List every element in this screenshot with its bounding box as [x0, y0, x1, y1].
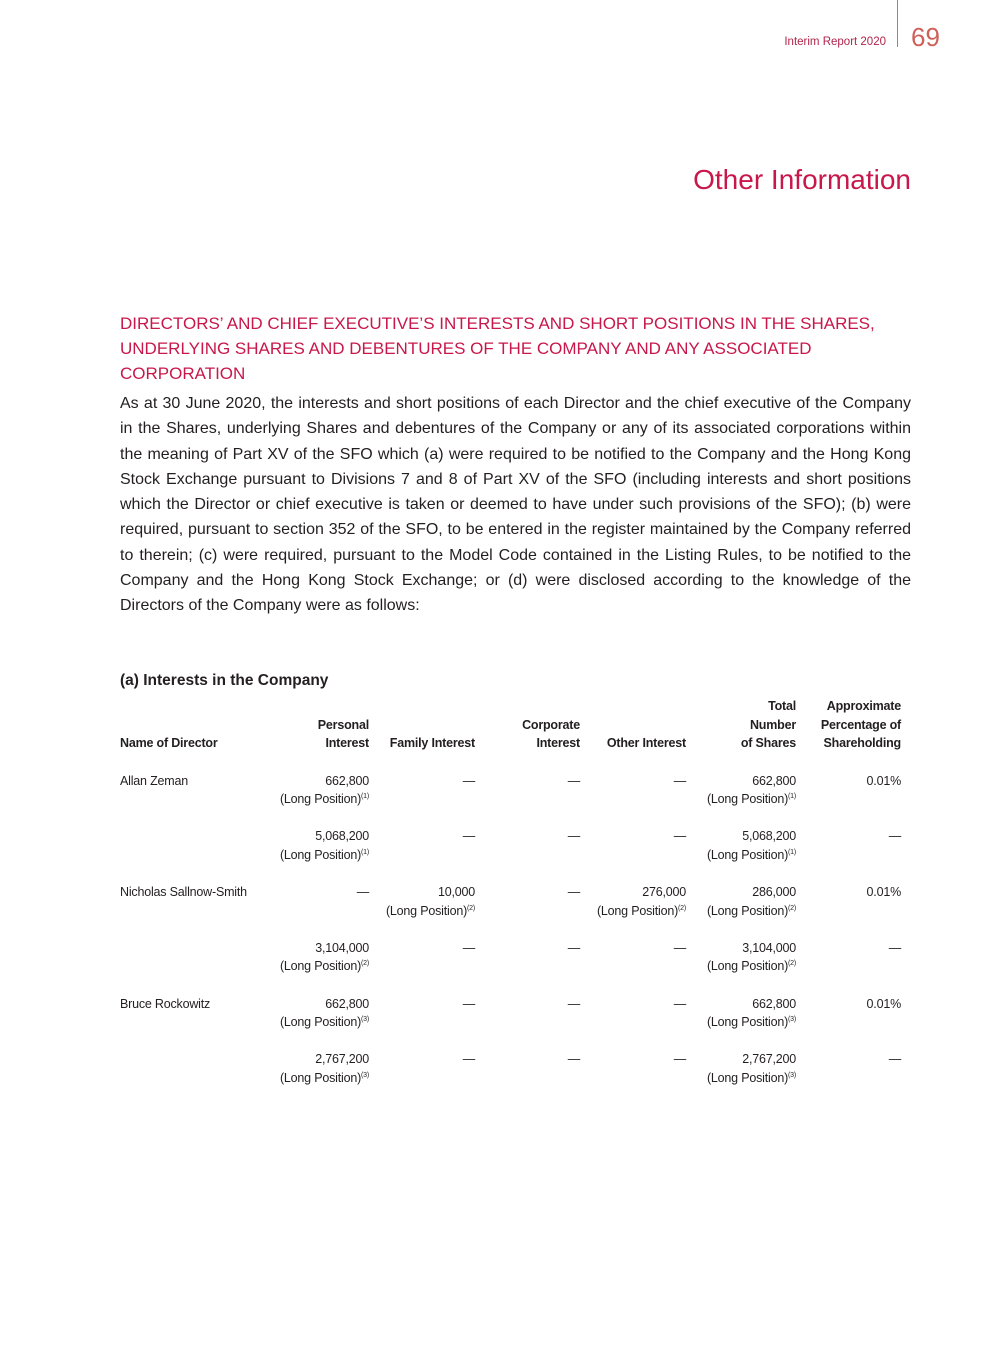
footnote-ref: (3): [361, 1071, 369, 1079]
table-row: [120, 883, 901, 939]
cell-value: —: [567, 1052, 580, 1067]
cell-personal: [270, 883, 369, 939]
table-row: [120, 827, 901, 883]
cell-value: 0.01%: [866, 885, 901, 900]
interests-table: [120, 697, 901, 1106]
cell-personal: [270, 827, 369, 883]
cell-family: [369, 1050, 475, 1106]
col-header-name: Name of Director: [120, 736, 218, 751]
footnote-ref: (1): [788, 849, 796, 857]
footnote-ref: (3): [788, 1016, 796, 1024]
cell-value: —: [567, 829, 580, 844]
table-row: [120, 772, 901, 828]
footnote-ref: (3): [788, 1071, 796, 1079]
position-label: (Long Position): [596, 903, 679, 918]
cell-value: —: [888, 940, 901, 955]
footnote-ref: (1): [361, 793, 369, 801]
position-type: [686, 957, 796, 976]
cell-personal: [270, 772, 369, 828]
section-body: As at 30 June 2020, the interests and short positions of each Director and the chief executive of the Company in the Shares, underlying Shares and debentures of the Company or any of its associated corporations within the meaning of Part XV of the SFO which (a) were required to be notified to the Company and the Hong Kong Stock Exchange pursuant to Divisions 7 and 8 of Part XV of the SFO (including interests and short positions which the Director or chief executive is taken or deemed to have under such provisions of the SFO); (b) were required, pursuant to section 352 of the SFO, to be entered in the register maintained by the Company referred to therein; (c) were required, pursuant to the Model Code contained in the Listing Rules, to be notified to the Company and the Hong Kong Stock Exchange; or (d) were disclosed according to the knowledge of the Directors of the Company were as follows:: [120, 395, 911, 615]
cell-corporate: [475, 772, 580, 828]
section-heading: DIRECTORS’ AND CHIEF EXECUTIVE’S INTERESTS AND SHORT POSITIONS IN THE SHARES, UNDERLYING SHARES AND DEBENTURES OF THE COMPANY AND ANY ASSOCIATED CORPORATION: [120, 314, 875, 383]
cell-percentage: [796, 772, 901, 828]
cell-corporate: [475, 1050, 580, 1106]
report-title: Interim Report 2020: [784, 36, 886, 48]
cell-value: 5,068,200: [742, 829, 796, 844]
cell-percentage: [796, 939, 901, 995]
cell-value: 5,068,200: [315, 829, 369, 844]
position-label: (Long Position): [279, 959, 362, 974]
cell-value: —: [673, 773, 686, 788]
cell-total: [686, 772, 796, 828]
cell-family: [369, 995, 475, 1051]
cell-value: —: [673, 940, 686, 955]
col-header-family: Family Interest: [389, 736, 475, 751]
position-label: (Long Position): [385, 903, 468, 918]
page-number: 69: [911, 22, 940, 52]
cell-family: [369, 883, 475, 939]
page-title: Other Information: [693, 164, 911, 195]
cell-value: —: [462, 940, 475, 955]
header-divider: [897, 0, 898, 47]
cell-total: [686, 1050, 796, 1106]
col-header-personal: Personal Interest: [317, 717, 369, 751]
cell-family: [369, 772, 475, 828]
cell-value: 286,000: [752, 885, 796, 900]
position-type: [270, 1069, 369, 1088]
cell-value: 2,767,200: [742, 1052, 796, 1067]
cell-value: —: [567, 996, 580, 1011]
table-row: [120, 1050, 901, 1106]
cell-value: —: [462, 996, 475, 1011]
director-name: [120, 939, 270, 995]
cell-value: —: [673, 1052, 686, 1067]
cell-other: [580, 883, 686, 939]
col-header-corporate: Corporate Interest: [522, 717, 580, 751]
position-type: [686, 790, 796, 809]
table-row: [120, 995, 901, 1051]
cell-family: [369, 939, 475, 995]
position-label: (Long Position): [279, 848, 362, 863]
position-label: (Long Position): [706, 848, 789, 863]
director-name: [120, 1050, 270, 1106]
cell-value: 0.01%: [866, 996, 901, 1011]
position-label: (Long Position): [706, 792, 789, 807]
cell-value: 276,000: [642, 885, 686, 900]
cell-corporate: [475, 883, 580, 939]
cell-value: 662,800: [752, 996, 796, 1011]
cell-value: 10,000: [437, 885, 475, 900]
position-label: (Long Position): [279, 792, 362, 807]
position-label: (Long Position): [279, 1070, 362, 1085]
cell-personal: [270, 995, 369, 1051]
position-type: [686, 1013, 796, 1032]
cell-total: [686, 827, 796, 883]
cell-other: [580, 827, 686, 883]
footnote-ref: (1): [361, 849, 369, 857]
director-name: Nicholas Sallnow-Smith: [120, 885, 247, 900]
cell-value: —: [462, 773, 475, 788]
col-header-total: Total Number of Shares: [740, 699, 796, 751]
cell-value: —: [567, 773, 580, 788]
cell-value: —: [567, 940, 580, 955]
cell-total: [686, 939, 796, 995]
cell-family: [369, 827, 475, 883]
cell-value: 662,800: [325, 996, 369, 1011]
cell-percentage: [796, 827, 901, 883]
cell-corporate: [475, 995, 580, 1051]
col-header-other: Other Interest: [606, 736, 686, 751]
position-label: (Long Position): [706, 1015, 789, 1030]
cell-value: —: [567, 885, 580, 900]
director-name: [120, 827, 270, 883]
cell-value: —: [888, 829, 901, 844]
cell-value: —: [888, 1052, 901, 1067]
position-type: [270, 846, 369, 865]
position-type: [270, 1013, 369, 1032]
cell-other: [580, 939, 686, 995]
position-type: [686, 902, 796, 921]
cell-corporate: [475, 827, 580, 883]
col-header-percentage: Approximate Percentage of Shareholding: [820, 699, 901, 751]
cell-personal: [270, 1050, 369, 1106]
position-label: (Long Position): [706, 903, 789, 918]
cell-total: [686, 995, 796, 1051]
cell-value: 662,800: [325, 773, 369, 788]
position-label: (Long Position): [706, 959, 789, 974]
position-type: [580, 902, 686, 921]
position-type: [686, 1069, 796, 1088]
cell-percentage: [796, 1050, 901, 1106]
footnote-ref: (2): [678, 904, 686, 912]
footnote-ref: (2): [788, 960, 796, 968]
position-type: [270, 790, 369, 809]
cell-value: —: [462, 1052, 475, 1067]
position-label: (Long Position): [279, 1015, 362, 1030]
table-header-row: [120, 697, 901, 772]
cell-other: [580, 995, 686, 1051]
cell-personal: [270, 939, 369, 995]
director-name: Bruce Rockowitz: [120, 996, 211, 1011]
footnote-ref: (3): [361, 1016, 369, 1024]
position-label: (Long Position): [706, 1070, 789, 1085]
position-type: [270, 957, 369, 976]
footnote-ref: (2): [788, 904, 796, 912]
cell-other: [580, 1050, 686, 1106]
cell-value: 3,104,000: [742, 940, 796, 955]
cell-value: —: [673, 829, 686, 844]
director-name: Allan Zeman: [120, 773, 188, 788]
footnote-ref: (2): [361, 960, 369, 968]
footnote-ref: (1): [788, 793, 796, 801]
cell-value: —: [673, 996, 686, 1011]
footnote-ref: (2): [467, 904, 475, 912]
cell-other: [580, 772, 686, 828]
table-caption: (a) Interests in the Company: [120, 672, 329, 689]
cell-value: 2,767,200: [315, 1052, 369, 1067]
position-type: [369, 902, 475, 921]
cell-percentage: [796, 995, 901, 1051]
cell-value: 662,800: [752, 773, 796, 788]
position-type: [686, 846, 796, 865]
cell-percentage: [796, 883, 901, 939]
cell-value: —: [356, 885, 369, 900]
cell-corporate: [475, 939, 580, 995]
cell-value: —: [462, 829, 475, 844]
cell-value: 0.01%: [866, 773, 901, 788]
table-row: [120, 939, 901, 995]
cell-value: 3,104,000: [315, 940, 369, 955]
cell-total: [686, 883, 796, 939]
